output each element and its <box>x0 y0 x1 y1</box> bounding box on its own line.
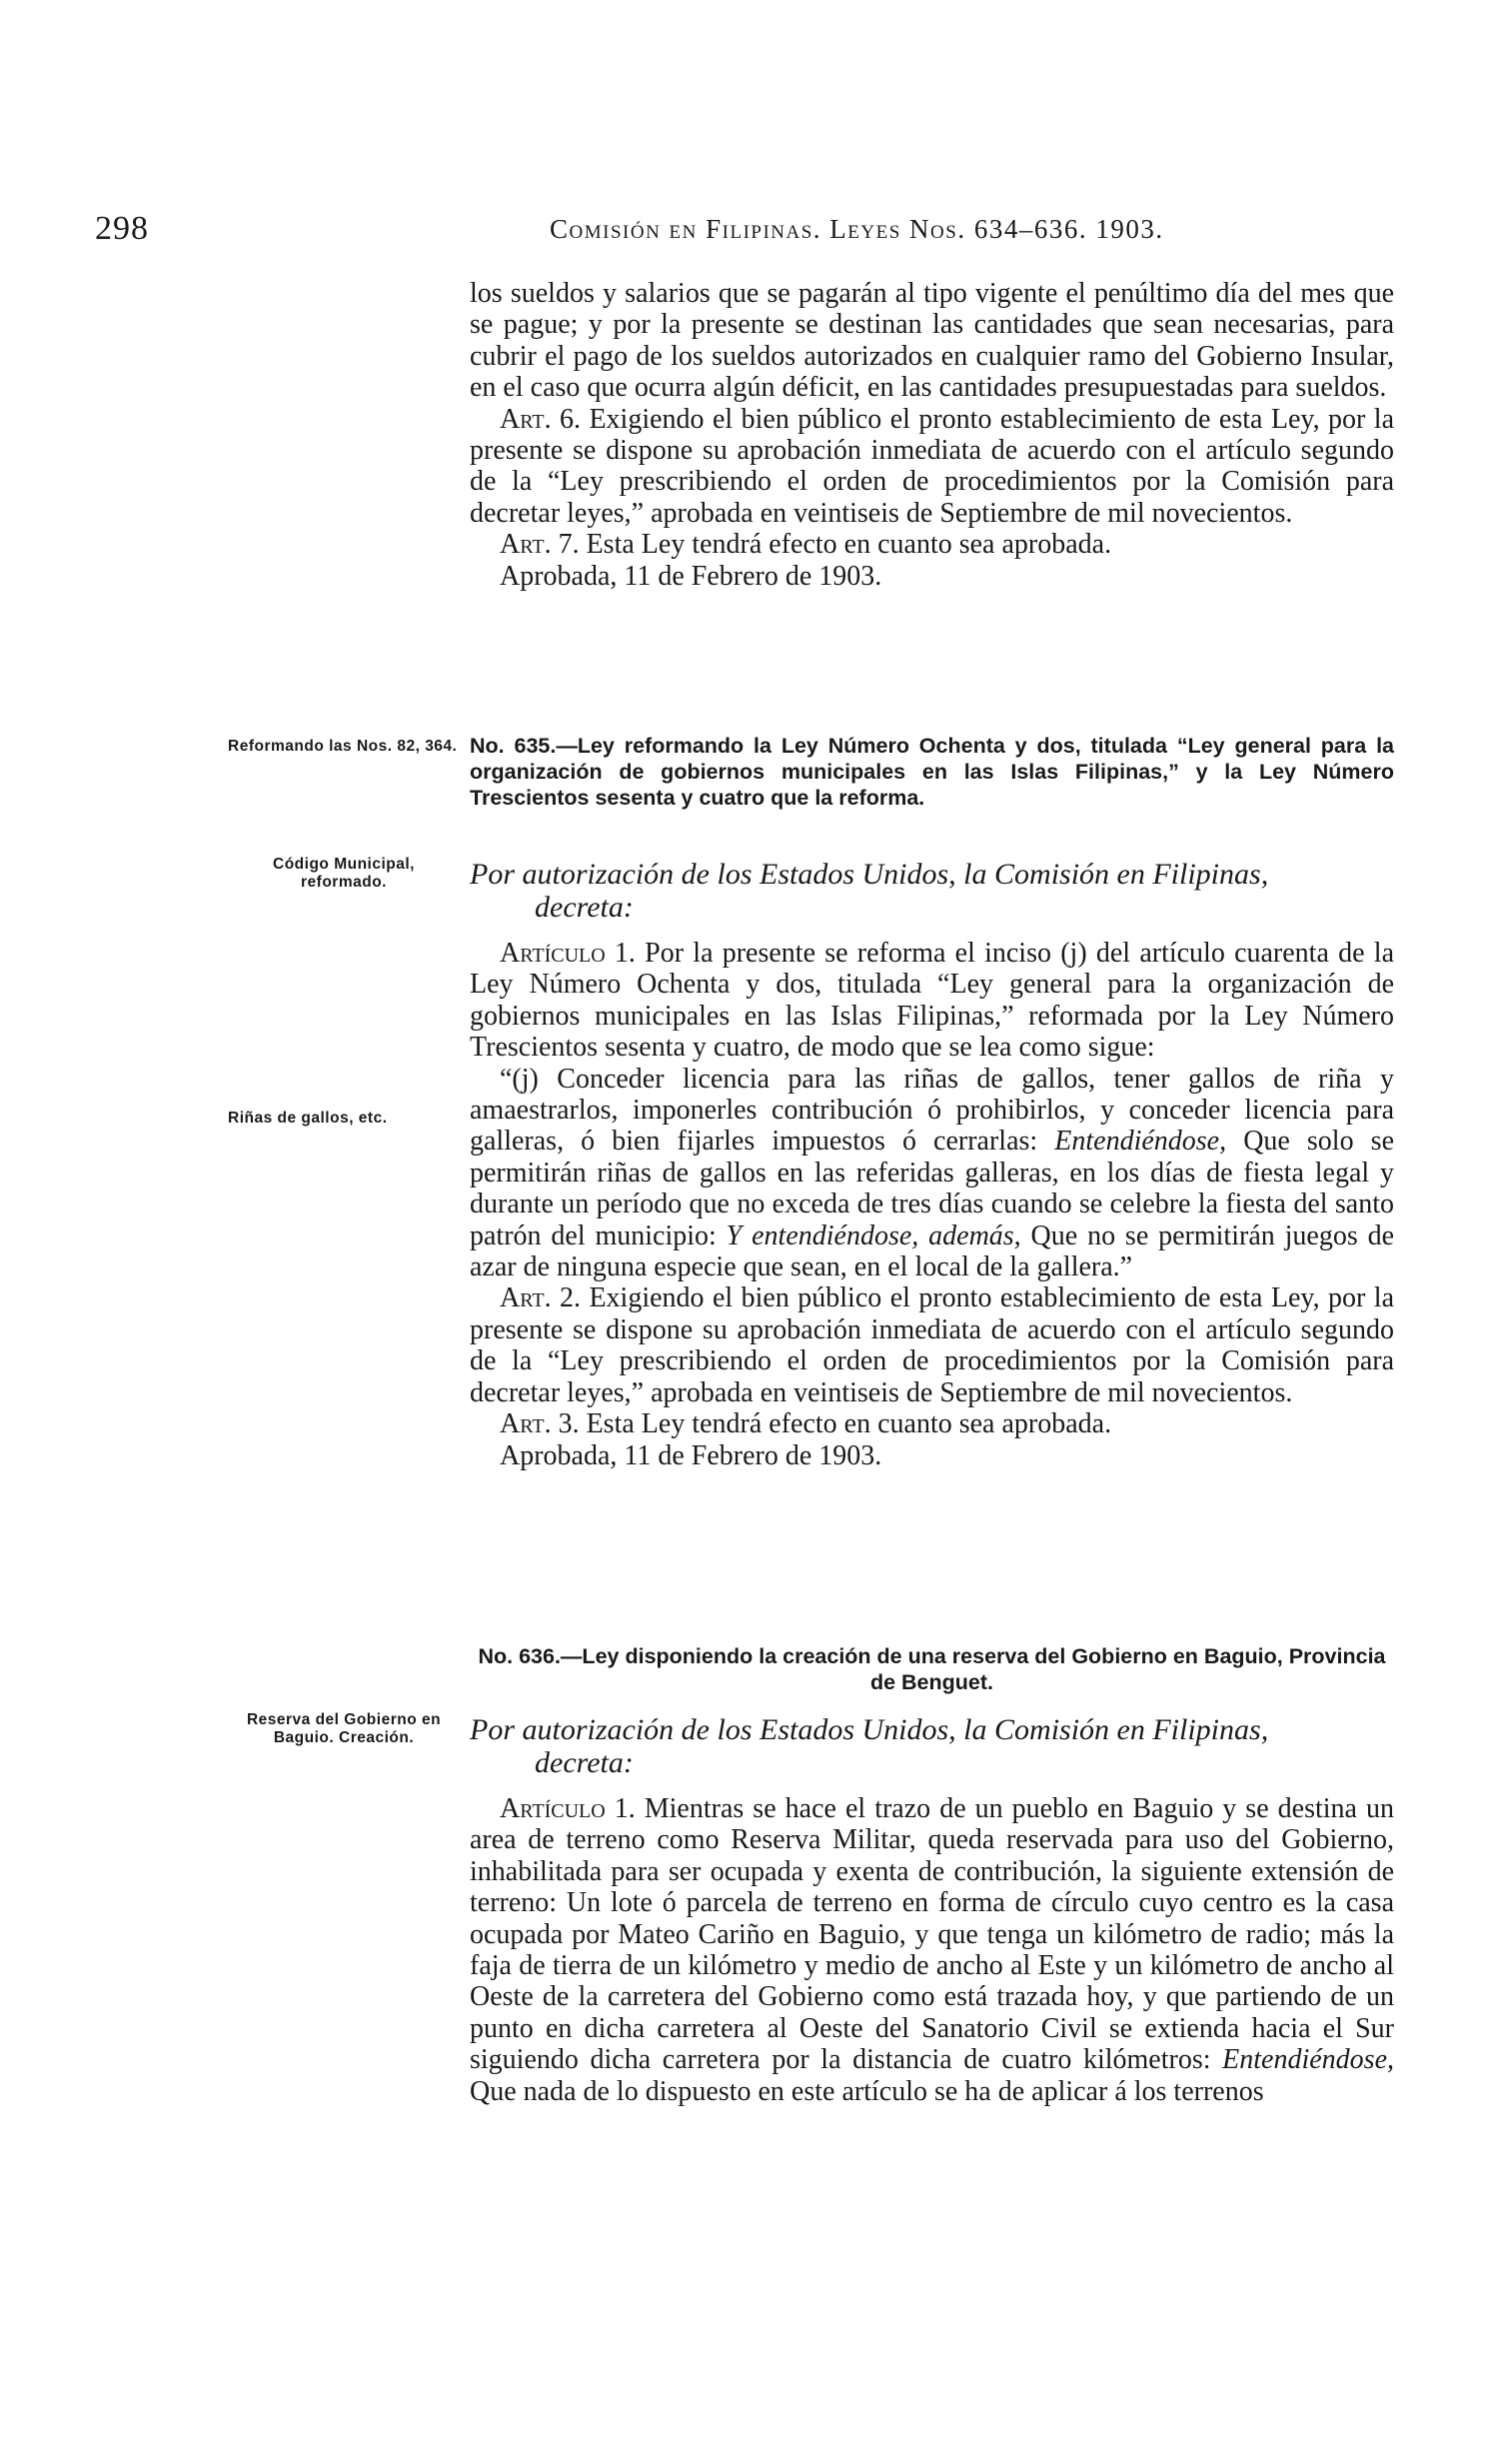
article-7 <box>470 529 1394 560</box>
paragraph-salaries: los sueldos y salarios que se pagarán al tipo vigente el penúltimo día del mes que se pague; y por la presente se destinan las cantidades que sean necesarias, para cubrir el pago de los sueldos autorizados en cualquier ramo del Gobierno Insular, en el caso que ocurra algún déficit, en las cantidades presupuestadas para sueldos. <box>470 278 1394 404</box>
quote-italic: Y entendiéndose, además, <box>726 1220 1021 1251</box>
margin-note-cockfights: Riñas de gallos, etc. <box>228 1110 388 1127</box>
page-header <box>95 210 1394 250</box>
article-label: Art. 6. <box>500 403 582 435</box>
article-text: Que nada de lo dispuesto en este artículo se ha de aplicar á los terrenos <box>470 2075 1264 2107</box>
previous-law-continuation <box>470 278 1394 592</box>
page-number: 298 <box>95 210 149 247</box>
article-text: Por la presente se reforma el inciso (j) del artículo cuarenta de la Ley Número Ochenta y dos, titulada “Ley general para la organización de gobiernos municipales en las Islas Filipinas,” reformada por la Ley Número Trescientos sesenta y cuatro, de modo que se lea como sigue: <box>470 938 1394 1064</box>
enacting-decreta: decreta: <box>535 1746 634 1779</box>
article-1 <box>470 938 1394 1064</box>
article-label: Artículo 1. <box>500 1793 636 1824</box>
margin-note-municipal-code: Código Municipal, reformado. <box>273 856 415 891</box>
law-635-body <box>470 858 1394 1471</box>
approval-date: Aprobada, 11 de Febrero de 1903. <box>500 1439 882 1471</box>
approval-date: Aprobada, 11 de Febrero de 1903. <box>500 560 882 592</box>
article-2 <box>470 1282 1394 1408</box>
running-head: Comisión en Filipinas. Leyes Nos. 634–636. 1903. <box>550 214 1164 244</box>
article-label: Art. 7. <box>500 529 580 561</box>
law-heading: No. 636.—Ley disponiendo la creación de una reserva del Gobierno en Baguio, Provincia de Benguet. <box>478 1644 1386 1694</box>
article-text: Esta Ley tendrá efecto en cuanto sea aprobada. <box>579 1408 1112 1440</box>
enacting-text: Por autorización de los Estados Unidos, la Comisión en Filipinas, <box>470 1713 1269 1746</box>
article-6 <box>470 404 1394 530</box>
article-text: Exigiendo el bien público el pronto establecimiento de esta Ley, por la presente se dispone su aprobación inmediata de acuerdo con el artículo segundo de la “Ley prescribiendo el orden de procedimientos por la Comisión para decretar leyes,” aprobada en veintiseis de Septiembre de mil novecientos. <box>470 403 1394 529</box>
law-heading: No. 635.—Ley reformando la Ley Número Ochenta y dos, titulada “Ley general para la organización de gobiernos municipales en las Islas Filipinas,” y la Ley Número Trescientos sesenta y cuatro que la reforma. <box>470 734 1394 810</box>
law-636-body <box>470 1713 1394 2107</box>
article-italic: Entendiéndose, <box>1222 2044 1394 2076</box>
article-text: Mientras se hace el trazo de un pueblo en Baguio y se destina un area de terreno como Reserva Militar, queda reservada para uso del Gobierno, inhabilitada para ser ocupada y exenta de contribución, la siguiente extensión de terreno: Un lote ó parcela de terreno en forma de círculo cuyo centro es la casa ocupada por Mateo Cariño en Baguio, y que tenga un kilómetro de radio; más la faja de tierra de un kilómetro y medio de ancho al Este y un kilómetro de ancho al Oeste de la carretera del Gobierno como está trazada hoy, y que partiendo de un punto en dicha carretera al Oeste del Sanatorio Civil se extienda hacia el Sur siguiendo dicha carretera por la distancia de cuatro kilómetros: <box>470 1793 1394 2076</box>
article-1 <box>470 1793 1394 2107</box>
quote-text: “(j) Conceder licencia para las riñas de gallos, tener gallos de riña y amaestrarlos, imponerles contribución ó prohibirlos, y conceder licencia para galleras, ó bien fijarles impuestos ó cerrarlas: <box>470 1063 1394 1158</box>
quote-text: Que solo se permitirán riñas de gallos en las referidas galleras, en los días de fiesta legal y durante un período que no exceda de tres días cuando se celebre la fiesta del santo patrón del municipio: <box>470 1126 1394 1251</box>
enacting-text: Por autorización de los Estados Unidos, la Comisión en Filipinas, <box>470 858 1269 891</box>
article-text: Esta Ley tendrá efecto en cuanto sea aprobada. <box>579 529 1112 561</box>
enacting-clause <box>470 1713 1394 1779</box>
article-label: Art. 2. <box>500 1282 582 1314</box>
law-636-heading-block <box>470 1643 1394 1695</box>
enacting-decreta: decreta: <box>535 891 634 924</box>
margin-note-baguio-reserve: Reserva del Gobierno en Baguio. Creación. <box>246 1711 442 1746</box>
article-label: Art. 3. <box>500 1408 580 1440</box>
quoted-clause-j <box>470 1064 1394 1283</box>
article-text: Exigiendo el bien público el pronto establecimiento de esta Ley, por la presente se dispone su aprobación inmediata de acuerdo con el artículo segundo de la “Ley prescribiendo el orden de procedimientos por la Comisión para decretar leyes,” aprobada en veintiseis de Septiembre de mil novecientos. <box>470 1282 1394 1408</box>
quote-italic: Entendiéndose, <box>1054 1126 1227 1158</box>
enacting-clause <box>470 858 1394 924</box>
article-3 <box>470 1408 1394 1439</box>
margin-note-amending: Reformando las Nos. 82, 364. <box>228 738 458 755</box>
quote-text: Que no se permitirán juegos de azar de ninguna especie que sean, en el local de la gallera.” <box>470 1220 1395 1283</box>
law-635-heading-block <box>470 733 1394 811</box>
article-label: Artículo 1. <box>500 938 636 969</box>
